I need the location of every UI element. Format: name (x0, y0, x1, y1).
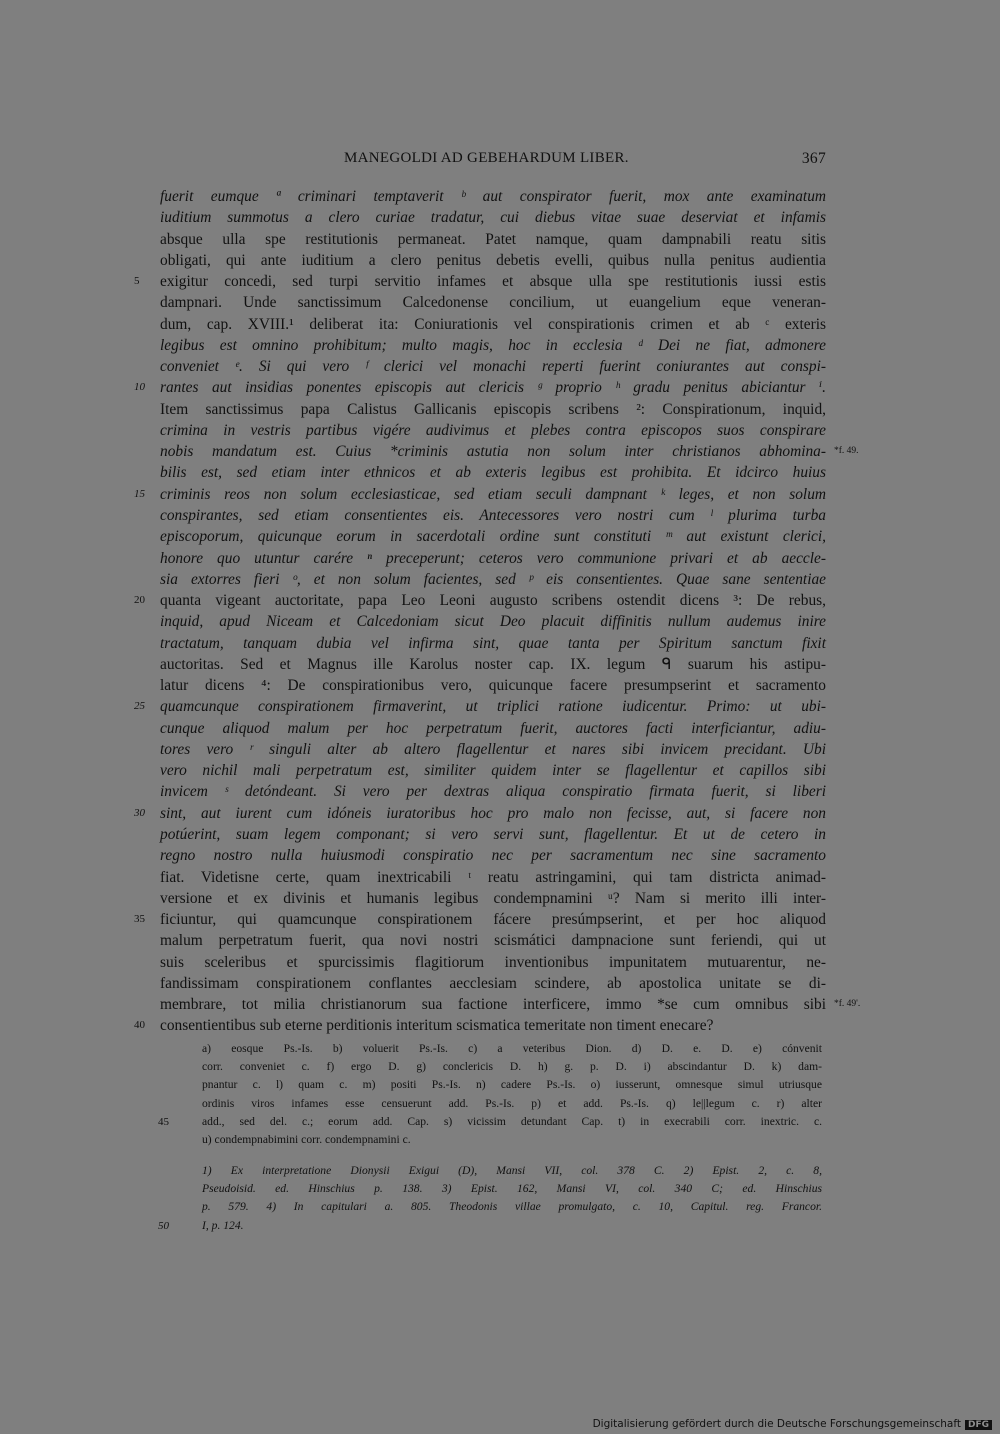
line-number: 25 (134, 700, 145, 713)
text-line: fiat. Videtisne certe, quam inextricabili ᵗ reatu astringamini, qui tam districta animad- (160, 868, 826, 886)
text-line: malum perpetratum fuerit, qua novi nostri scismátici dampnacione sunt feriendi, qui ut (160, 932, 826, 950)
line-number: 35 (134, 913, 145, 926)
line-number: 15 (134, 487, 145, 500)
text-line: 10 rantes aut insidias ponentes episcopis aut clericis ᵍ proprio ʰ gradu penitus abiciantur ⁱ. (160, 377, 826, 398)
source-note-line: 1) Ex interpretatione Dionysii Exigui (D), Mansi VII, col. 378 C. 2) Epist. 2, c. 8, (202, 1164, 822, 1177)
text-line: iuditium summotus a clero curiae tradatur, cui diebus vitae suae deserviat et infamis (160, 209, 826, 227)
text-line: regno nostro nulla huiusmodi conspiratio nec per sacramentum nec sine sacramento (160, 847, 826, 865)
text-line: bilis est, sed etiam inter ethnicos et ab exteris legibus est prohibita. Et idcirco huius (160, 464, 826, 482)
text-line: 25 quamcunque conspirationem firmaverint, ut triplici ratione iudicentur. Primo: ut ubi- (160, 696, 826, 717)
text-line: honore quo utuntur carére ⁿ preceperunt; ceteros vero communione privari et ab aeccle- (160, 549, 826, 567)
dfg-logo: DFG (965, 1420, 992, 1430)
main-text (134, 186, 861, 1037)
running-title: MANEGOLDI AD GEBEHARDUM LIBER. (344, 150, 629, 166)
text-line: 5 exigitur concedi, sed turpi servitio infames et absque ulla spe restitutionis iussi estis (160, 271, 826, 292)
funding-footer (593, 1418, 992, 1430)
line-number: 5 (134, 275, 140, 288)
apparatus-line: u) condempnabimini corr. condempnamini c. (202, 1132, 411, 1146)
text-line: 40 consentientibus sub eterne perditionis interitum scismatica temeritate non timent enecare? (160, 1015, 826, 1036)
apparatus-line: corr. conveniet c. f) ergo D. g) conclericis D. h) g. p. D. i) abscindantur D. k) dam- (202, 1060, 822, 1074)
apparatus-line: pnantur c. l) quam c. m) positi Ps.-Is. n) cadere Ps.-Is. o) iusserunt, omnesque simul utriusque (202, 1078, 822, 1092)
text-line: membrare, tot milia christianorum sua factione interficere, immo *se cum omnibus sibi *f. 49'. (160, 994, 826, 1015)
text-line: latur dicens ⁴: De conspirationibus vero, quicunque facere presumpserint et sacramento (160, 677, 826, 695)
text-line: 30 sint, aut iurent cum idóneis iuratoribus hoc pro malo non fecisse, aut, si facere non (160, 803, 826, 824)
funding-text: Digitalisierung gefördert durch die Deutsche Forschungsgemeinschaft (592, 1418, 961, 1430)
line-number: 20 (134, 594, 145, 607)
line-number: 40 (134, 1019, 145, 1032)
text-line: absque ulla spe restitutionis permaneat. Patet namque, quam dampnabili reatu sitis (160, 230, 826, 248)
text-line: vero nichil mali perpetratum est, similiter quidem inter se flagellentur et capillos sibi (160, 762, 826, 780)
source-note-line: 50 I, p. 124. (202, 1217, 822, 1235)
text-line: conspirantes, sed etiam consentientes eis. Antecessores vero nostri cum ˡ plurima turba (160, 506, 826, 524)
text-line: nobis mandatum est. Cuius *criminis astutia non solum inter christianos abhomina- *f. 49. (160, 441, 826, 462)
text-line: 20 quanta vigeant auctoritate, papa Leo Leoni augusto scribens ostendit dicens ³: De rebus, (160, 590, 826, 611)
text-line: fandissimam conspirationem conflantes aecclesiam scindere, ab apostolica unitate se di- (160, 974, 826, 992)
text-line: episcoporum, quicunque eorum in sacerdotali ordine sunt constituti ᵐ aut existunt clerici, (160, 528, 826, 546)
critical-apparatus (158, 1040, 822, 1149)
source-note-line: p. 579. 4) In capitulari a. 805. Theodonis villae promulgato, c. 10, Capitul. reg. Francor. (202, 1200, 822, 1214)
text-line: tores vero ʳ singuli alter ab altero flagellentur et nares sibi invicem precidant. Ubi (160, 740, 826, 758)
text-line: 15 criminis reos non solum ecclesiasticae, sed etiam seculi dampnant ᵏ leges, et non solum (160, 484, 826, 505)
line-number: 50 (158, 1219, 169, 1232)
apparatus-line: a) eosque Ps.-Is. b) voluerit Ps.-Is. c) a veteribus Dion. d) D. e. D. e) cónvenit (202, 1042, 822, 1055)
running-header (160, 150, 826, 172)
margin-folio-ref: *f. 49'. (834, 999, 861, 1010)
apparatus-line: 45 add., sed del. c.; eorum add. Cap. s) vicissim detundant Cap. t) in execrabili corr. inextric. c. (202, 1113, 822, 1131)
line-number: 45 (158, 1115, 169, 1128)
text-line: sia extorres fieri ᵒ, et non solum facientes, sed ᵖ eis consentientes. Quae sane sententiae (160, 570, 826, 588)
text-line: fuerit eumque ª criminari temptaverit ᵇ aut conspirator fuerit, mox ante examinatum (160, 188, 826, 205)
text-line: conveniet ᵉ. Si qui vero ᶠ clerici vel monachi reperti fuerint coniurantes aut conspi- (160, 358, 826, 376)
text-line: invicem ˢ detóndeant. Si vero per dextras aliqua conspiratio firmata fuerit, si liberi (160, 783, 826, 801)
text-line: obligati, qui ante iuditium a clero penitus debetis evelli, quibus nulla penitus audientia (160, 251, 826, 269)
source-note-line: Pseudoisid. ed. Hinschius p. 138. 3) Epist. 162, Mansi VI, col. 340 C; ed. Hinschius (202, 1182, 822, 1196)
apparatus-line: ordinis viros infames esse censuerunt add. Ps.-Is. p) et add. Ps.-Is. q) le||legum c. r) alter (202, 1096, 822, 1110)
text-line: dampnari. Unde sanctissimum Calcedonense concilium, ut euangelium eque veneran- (160, 294, 826, 312)
page-number: 367 (801, 150, 826, 167)
text-line: inquid, apud Niceam et Calcedoniam sicut Deo placuit diffinitis nullum audemus inire (160, 613, 826, 631)
text-line: dum, cap. XVIII.¹ deliberat ita: Coniurationis vel conspirationis crimen et ab ᶜ exteris (160, 315, 826, 333)
text-line: tractatum, tanquam dubia vel infirma sint, quae tanta per Spiritum sanctum fixit (160, 634, 826, 652)
text-line: potúerint, suam legem componant; si vero servi sunt, flagellentur. Et ut de cetero in (160, 825, 826, 843)
text-line: auctoritas. Sed et Magnus ille Karolus noster cap. IX. legum ᑫ suarum his astipu- (160, 655, 826, 673)
text-line: crimina in vestris partibus vigére audivimus et plebes contra episcopos suos conspirare (160, 421, 826, 439)
text-line: 35 ficiuntur, qui quamcunque conspirationem fácere presúmpserint, et per hoc aliquod (160, 909, 826, 930)
line-number: 10 (134, 381, 145, 394)
text-line: legibus est omnino prohibitum; multo magis, hoc in ecclesia ᵈ Dei ne fiat, admonere (160, 336, 826, 354)
line-number: 30 (134, 806, 145, 819)
source-notes (158, 1162, 822, 1235)
text-line: suis sceleribus et spurcissimis flagitiorum inventionibus impunitatem mutuarentur, ne- (160, 953, 826, 971)
text-line: cunque aliquod malum per hoc perpetratum fuerit, auctores facti interficiantur, adiu- (160, 719, 826, 737)
text-line: versione et ex divinis et humanis legibus condempnamini ᵘ? Nam si merito illi inter- (160, 889, 826, 907)
margin-folio-ref: *f. 49. (834, 446, 859, 457)
text-line: Item sanctissimus papa Calistus Gallicanis episcopis scribens ²: Conspirationum, inquid, (160, 400, 826, 418)
